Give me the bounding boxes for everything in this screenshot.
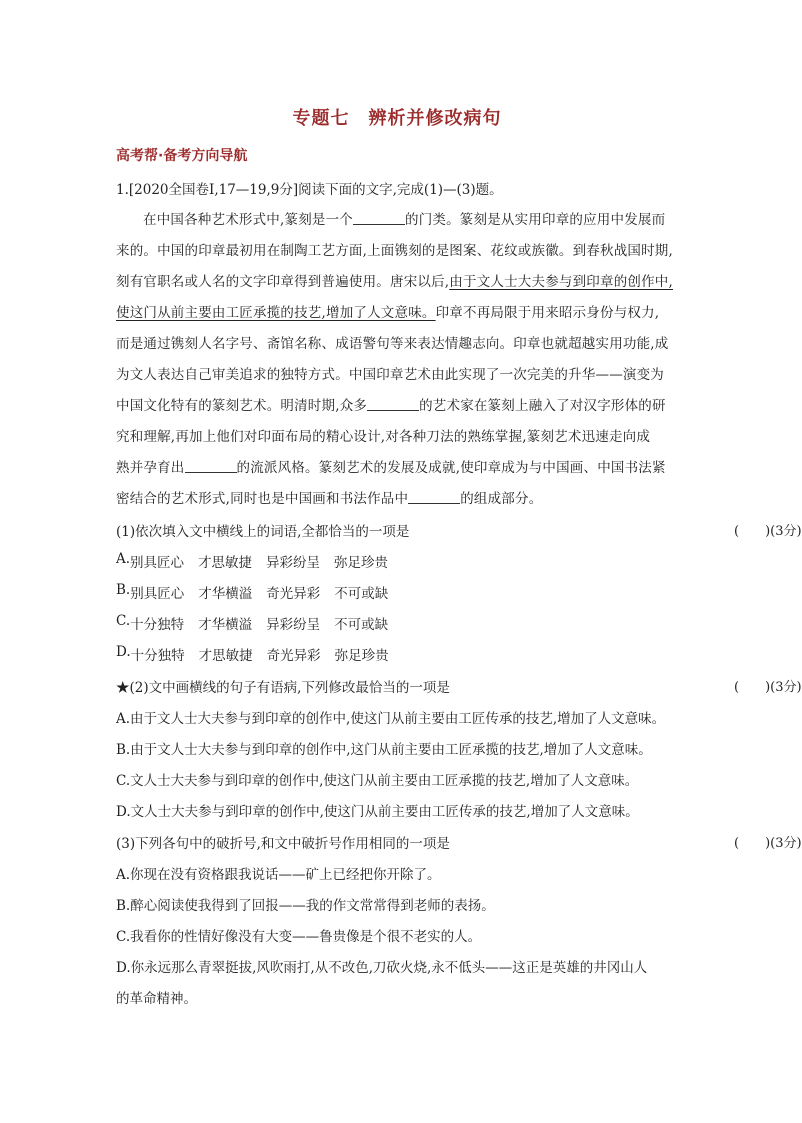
option-d-continuation: 的革命精神。 (116, 991, 197, 1007)
passage-line: 刻有官职名或人名的文字印章得到普遍使用。唐宋以后,由于文人士大夫参与到印章的创作中, (116, 274, 673, 290)
passage-line: 究和理解,再加上他们对印面布局的精心设计,对各种刀法的熟练掌握,篆刻艺术迅速走向成 (116, 429, 651, 445)
question-stem: (3)下列各句中的破折号,和文中破折号作用相同的一项是 (116, 836, 450, 852)
question-stem: ★(2)文中画横线的句子有语病,下列修改最恰当的一项是 (116, 680, 450, 696)
fill-blank[interactable] (408, 491, 460, 504)
underlined-sentence: 由于文人士大夫参与到印章的创作中, (449, 274, 673, 290)
page-title: 专题七 辨析并修改病句 (292, 108, 502, 129)
passage-line: 使这门从前主要由工匠承揽的技艺,增加了人文意味。印章不再局限于用来昭示身份与权力, (116, 305, 660, 321)
option-d[interactable]: D. 十分独特 才思敏捷 奇光异彩 弥足珍贵 (116, 644, 389, 664)
passage-line: 为文人表达自己审美追求的独特方式。中国印章艺术由此实现了一次完美的升华——演变为 (116, 367, 664, 383)
passage-line: 在中国各种艺术形式中,篆刻是一个 的门类。篆刻是从实用印章的应用中发展而 (143, 212, 666, 228)
option-b[interactable]: B.醉心阅读使我得到了回报——我的作文常常得到老师的表扬。 (116, 898, 495, 914)
fill-blank[interactable] (367, 398, 419, 411)
option-a[interactable]: A.你现在没有资格跟我说话——矿上已经把你开除了。 (116, 867, 441, 883)
option-c[interactable]: C. 十分独特 才华横溢 异彩纷呈 不可或缺 (116, 613, 389, 633)
passage-line: 中国文化特有的篆刻艺术。明清时期,众多 的艺术家在篆刻上融入了对汉字形体的研 (116, 398, 666, 414)
answer-bracket[interactable]: ( )(3分) (734, 680, 802, 695)
passage-line: 熟并孕育出 的流派风格。篆刻艺术的发展及成就,使印章成为与中国画、中国书法紧 (116, 460, 666, 476)
passage-line: 密结合的艺术形式,同时也是中国画和书法作品中 的组成部分。 (116, 491, 543, 507)
answer-bracket[interactable]: ( )(3分) (734, 524, 802, 539)
underlined-sentence: 使这门从前主要由工匠承揽的技艺,增加了人文意味。 (116, 305, 436, 321)
passage-line: 来的。中国的印章最初用在制陶工艺方面,上面镌刻的是图案、花纹或族徽。到春秋战国时期, (116, 243, 673, 259)
answer-bracket[interactable]: ( )(3分) (734, 836, 802, 851)
option-d[interactable]: D.文人士大夫参与到印章的创作中,使这门从前主要由工匠传承的技艺,增加了人文意味。 (116, 804, 639, 820)
option-a[interactable]: A.由于文人士大夫参与到印章的创作中,使这门从前主要由工匠传承的技艺,增加了人文意味。 (116, 711, 666, 727)
option-b[interactable]: B. 别具匠心 才华横溢 奇光异彩 不可或缺 (116, 582, 389, 602)
fill-blank[interactable] (185, 460, 237, 473)
passage-line: 而是通过镌刻人名字号、斋馆名称、成语警句等来表达情趣志向。印章也就超越实用功能,成 (116, 336, 669, 352)
fill-blank[interactable] (353, 212, 405, 225)
section-heading: 高考帮·备考方向导航 (116, 148, 248, 164)
question-header: 1.[2020全国卷Ⅰ,17—19,9分]阅读下面的文字,完成(1)—(3)题。 (116, 182, 503, 198)
option-b[interactable]: B.由于文人士大夫参与到印章的创作中,这门从前主要由工匠承揽的技艺,增加了人文意味。 (116, 742, 652, 758)
option-a[interactable]: A. 别具匠心 才思敏捷 异彩纷呈 弥足珍贵 (116, 551, 389, 571)
option-d[interactable]: D.你永远那么青翠挺拔,风吹雨打,从不改色,刀砍火烧,永不低头——这正是英雄的井冈山人 (116, 960, 648, 976)
option-c[interactable]: C.文人士大夫参与到印章的创作中,使这门从前主要由工匠承揽的技艺,增加了人文意味。 (116, 773, 639, 789)
option-c[interactable]: C.我看你的性情好像没有大变——鲁贵像是个很不老实的人。 (116, 929, 482, 945)
question-stem: (1)依次填入文中横线上的词语,全都恰当的一项是 (116, 524, 410, 540)
